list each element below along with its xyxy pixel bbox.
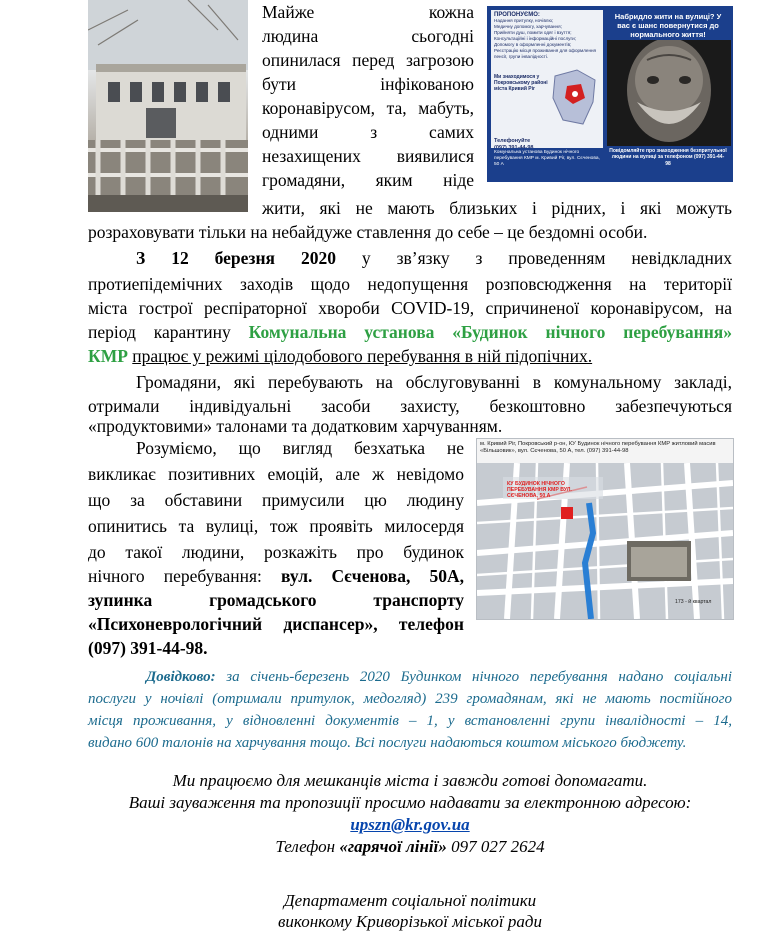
poster-report: Повідомляйте про знаходження безпритульної людини на вулиці за телефоном (097) 391-44-98 xyxy=(609,148,727,167)
intro-line: опинилася перед загрозою xyxy=(262,50,474,70)
signature-line2: виконкому Криворізької міської ради xyxy=(278,912,542,931)
poster-offer: Медичну допомогу, харчування; xyxy=(494,24,562,29)
para3-line: Громадяни, які перебувають на обслуговуванні в комунальному закладі, xyxy=(136,372,732,392)
para4-line: викликає позитивних емоцій, але ж невідомо xyxy=(88,464,464,484)
para4-line6 xyxy=(88,564,464,588)
para3-line: «продуктовими» талонами та додатковим харчуванням. xyxy=(88,416,503,436)
location-map xyxy=(476,438,734,620)
intro-line: коронавірусом, та, мабуть, xyxy=(262,98,474,118)
poster-offer: Надання притулку, ночівлю; xyxy=(494,18,554,23)
poster-offer: Допомогу в оформленні документів; xyxy=(494,42,572,47)
intro-line: незахищених виявилися xyxy=(262,146,474,166)
intro-last-line: розраховувати тільки на небайдуже ставлення до себе – це бездомні особи. xyxy=(88,222,648,242)
district-map-icon xyxy=(549,68,601,128)
para2-line1-text: у зв’язку з проведенням невідкладних xyxy=(361,248,732,268)
poster-offers-list xyxy=(491,18,603,60)
shelter-poster xyxy=(487,6,733,182)
para4-line: до такої людини, розкажіть про будинок xyxy=(88,542,464,562)
note-line2: послуги у ночівлі (отримали притулок, медогляд) 239 громадянам, які не мають постійного xyxy=(88,691,732,707)
intro-line: громадяни, яким ніде xyxy=(262,170,474,190)
building-photo xyxy=(88,0,248,212)
closing-email-row xyxy=(60,814,760,836)
note-line4: видано 600 талонів на харчування тощо. Всі послуги надаються коштом міського бюджету. xyxy=(88,735,687,751)
poster-tagline: Набридло жити на вулиці? У вас є шанс повернутися до нормального життя! xyxy=(614,12,722,39)
para2-line3: міста гострої респіраторної хвороби COVID-19, спричиненої коронавірусом, на xyxy=(88,298,732,318)
para2-line5 xyxy=(88,344,592,368)
para4-line7: зупинка громадського транспорту xyxy=(88,590,464,610)
note-line1 xyxy=(88,666,732,688)
poster-phone-label: Телефонуйте xyxy=(494,138,531,144)
map-kvartal-label: 173 - й квартал xyxy=(675,599,712,605)
poster-org: Комунальна установа Будинок нічного перебування КМР м. Кривий Ріг, вул. Сєченова, 50 А xyxy=(491,148,603,178)
intro-line: Майже кожна xyxy=(262,2,474,22)
poster-offers-header: ПРОПОНУЄМО: xyxy=(494,12,540,18)
address: вул. Сєченова, 50А, xyxy=(281,566,465,586)
para4-line8: «Психоневрологічний диспансер», телефон xyxy=(88,614,464,634)
para4-line: Розуміємо, що вигляд безхатька не xyxy=(136,438,464,458)
email-link[interactable]: upszn@kr.gov.ua xyxy=(350,815,470,834)
closing-line1: Ми працюємо для мешканців міста і завжди готові допомагати. xyxy=(172,771,648,790)
para2-line4 xyxy=(88,320,732,344)
intro-line: одними з самих xyxy=(262,122,474,142)
poster-location: Ми знаходимося у Покровському районі міста Кривий Ріг xyxy=(494,74,548,92)
phone-prefix: Телефон xyxy=(275,837,336,856)
institution-name: Комунальна установа «Будинок нічного перебування» xyxy=(248,322,733,342)
para4-line: опинитись та вулиці, тож проявіть милосердя xyxy=(88,516,464,536)
poster-offer: Консультаційні і інформаційні послуги; xyxy=(494,36,576,41)
intro-line: жити, які не мають близьких і рідних, і які можуть xyxy=(262,198,732,218)
para4-line6-text: нічного перебування: xyxy=(88,566,262,586)
para4-line: що за обставини примусили цю людину xyxy=(88,490,464,510)
kmr-label: КМР xyxy=(88,346,128,366)
note-line3: місця проживання, у відновленні документів – 1, у встановленні групи інвалідності – 14, xyxy=(88,713,732,729)
hotline-label: «гарячої лінії» xyxy=(339,837,447,856)
para2-line2: протиепідемічних заходів щодо недопущення розповсюдження на території xyxy=(88,274,732,294)
para2-line1 xyxy=(88,246,732,270)
map-header: м. Кривий Ріг, Покровський р-он, КУ Будинок нічного перебування КМР житловий масив «Більшовик», вул. Сєченова, 50 А, тел. (097) 391-44-98 xyxy=(477,439,733,463)
poster-offer: Реєстрацію місця проживання для оформлення пенсії, групи інвалідності. xyxy=(494,48,597,59)
note-line1-text: за січень-березень 2020 Будинком нічного перебування надано соціальні xyxy=(226,669,732,685)
hotline-number: 097 027 2624 xyxy=(451,837,545,856)
intro-line: бути інфікованою xyxy=(262,74,474,94)
homeless-man-portrait xyxy=(607,40,731,146)
signature-line1: Департамент соціальної політики xyxy=(283,891,537,910)
para2-line5-text: працює у режимі цілодобового перебування в ній підопічних. xyxy=(132,346,593,366)
para3-line: отримали індивідуальні засоби захисту, безкоштовно забезпечуються xyxy=(88,396,732,416)
para4-line9: (097) 391-44-98. xyxy=(88,638,208,658)
poster-offer: Прийняти душ, помити одяг і взуття; xyxy=(494,30,572,35)
note-label: Довідково: xyxy=(146,669,216,685)
closing-phone-row xyxy=(60,836,760,858)
closing-line2: Ваші зауваження та пропозиції просимо надавати за електронною адресою: xyxy=(128,793,692,812)
para2-line4-text: період карантину xyxy=(88,322,231,342)
map-shelter-label: КУ БУДИНОК НІЧНОГО ПЕРЕБУВАННЯ КМР ВУЛ. СЄЧЕНОВА, 50 А xyxy=(507,481,572,499)
intro-line: людина сьогодні xyxy=(262,26,474,46)
para2-date: З 12 березня 2020 xyxy=(136,248,336,268)
